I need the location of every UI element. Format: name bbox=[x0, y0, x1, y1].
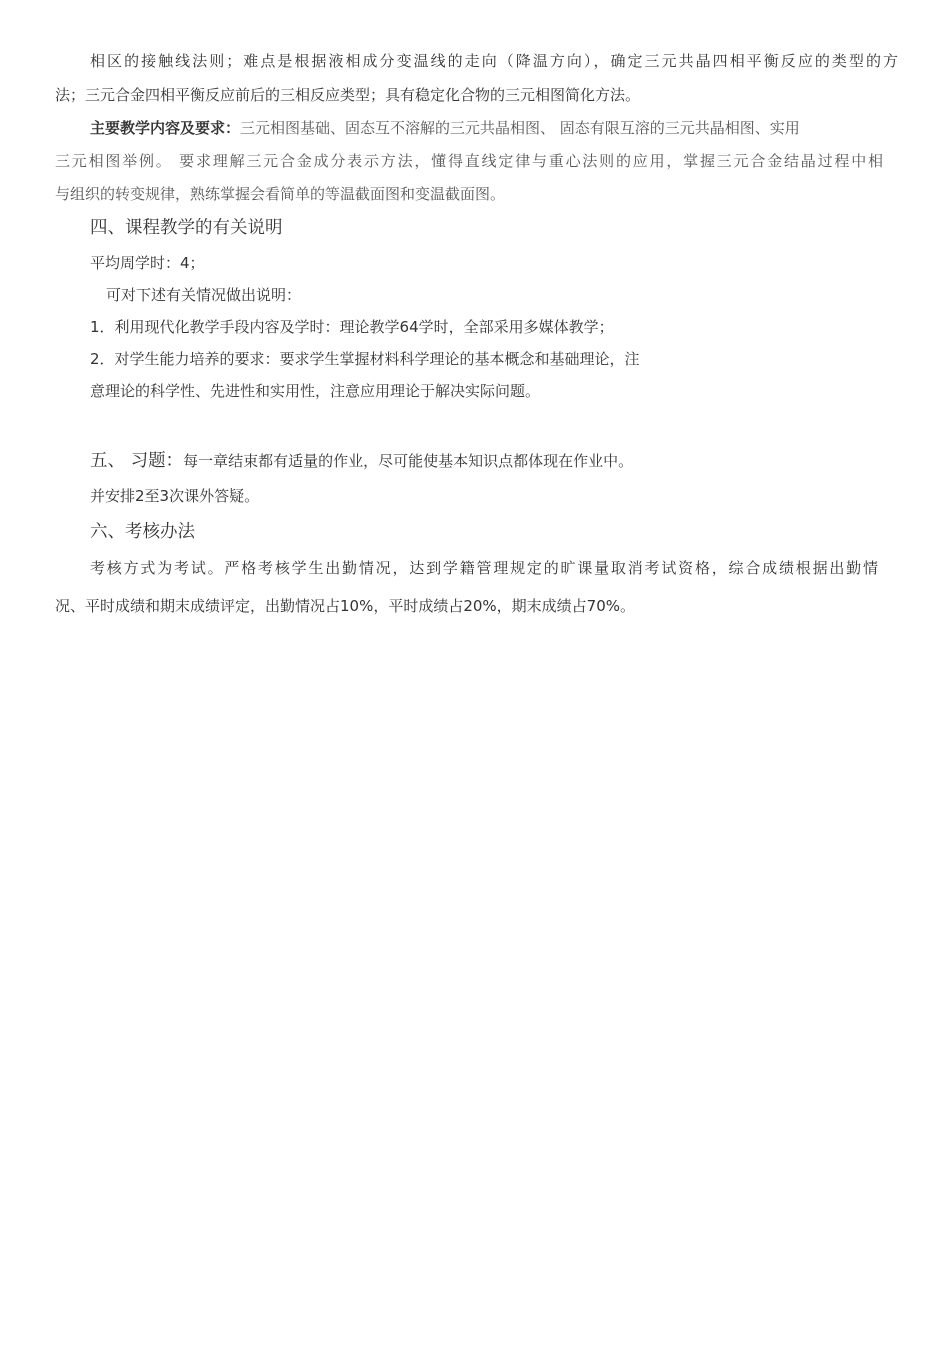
section-5-text: 每一章结束都有适量的作业，尽可能使基本知识点都体现在作业中。 bbox=[183, 452, 634, 470]
section-heading-6: 六、考核办法 bbox=[90, 522, 195, 542]
paragraph-difficulty-line2: 法；三元合金四相平衡反应前后的三相反应类型；具有稳定化合物的三元相图简化方法。 bbox=[55, 86, 641, 104]
section-5-line1 bbox=[90, 450, 935, 472]
assessment-line1: 考核方式为考试。严格考核学生出勤情况，达到学籍管理规定的旷课量取消考试资格，综合成绩根据出勤情 bbox=[90, 559, 878, 577]
requirements-text: 三元相图基础、固态互不溶解的三元共晶相图、 固态有限互溶的三元共晶相图、实用 bbox=[240, 119, 800, 137]
paragraph-requirements-line1 bbox=[90, 118, 935, 138]
section-heading-5: 五、 习题： bbox=[90, 451, 184, 471]
requirements-label: 主要教学内容及要求： bbox=[90, 119, 241, 137]
paragraph-difficulty-line1: 相区的接触线法则；难点是根据液相成分变温线的走向（降温方向），确定三元共晶四相平衡反应的类型的方 bbox=[90, 52, 898, 70]
weekly-hours: 平均周学时：4； bbox=[90, 254, 205, 272]
list-item-2-line1: 2．对学生能力培养的要求：要求学生掌握材料科学理论的基本概念和基础理论，注 bbox=[90, 350, 640, 368]
section-5-line2: 并安排2至3次课外答疑。 bbox=[90, 487, 260, 505]
assessment-line2: 况、平时成绩和期末成绩评定，出勤情况占10%，平时成绩占20%，期末成绩占70%。 bbox=[55, 597, 636, 615]
note-intro: 可对下述有关情况做出说明： bbox=[106, 286, 302, 304]
paragraph-requirements-line2: 三元相图举例。 要求理解三元合金成分表示方法，懂得直线定律与重心法则的应用，掌握三元合金结晶过程中相 bbox=[55, 152, 883, 170]
list-item-2-line2: 意理论的科学性、先进性和实用性，注意应用理论于解决实际问题。 bbox=[90, 382, 541, 400]
section-heading-4: 四、课程教学的有关说明 bbox=[90, 218, 283, 238]
list-item-1: 1．利用现代化教学手段内容及学时：理论教学64学时，全部采用多媒体教学； bbox=[90, 318, 614, 336]
paragraph-requirements-line3: 与组织的转变规律，熟练掌握会看简单的等温截面图和变温截面图。 bbox=[55, 185, 506, 203]
